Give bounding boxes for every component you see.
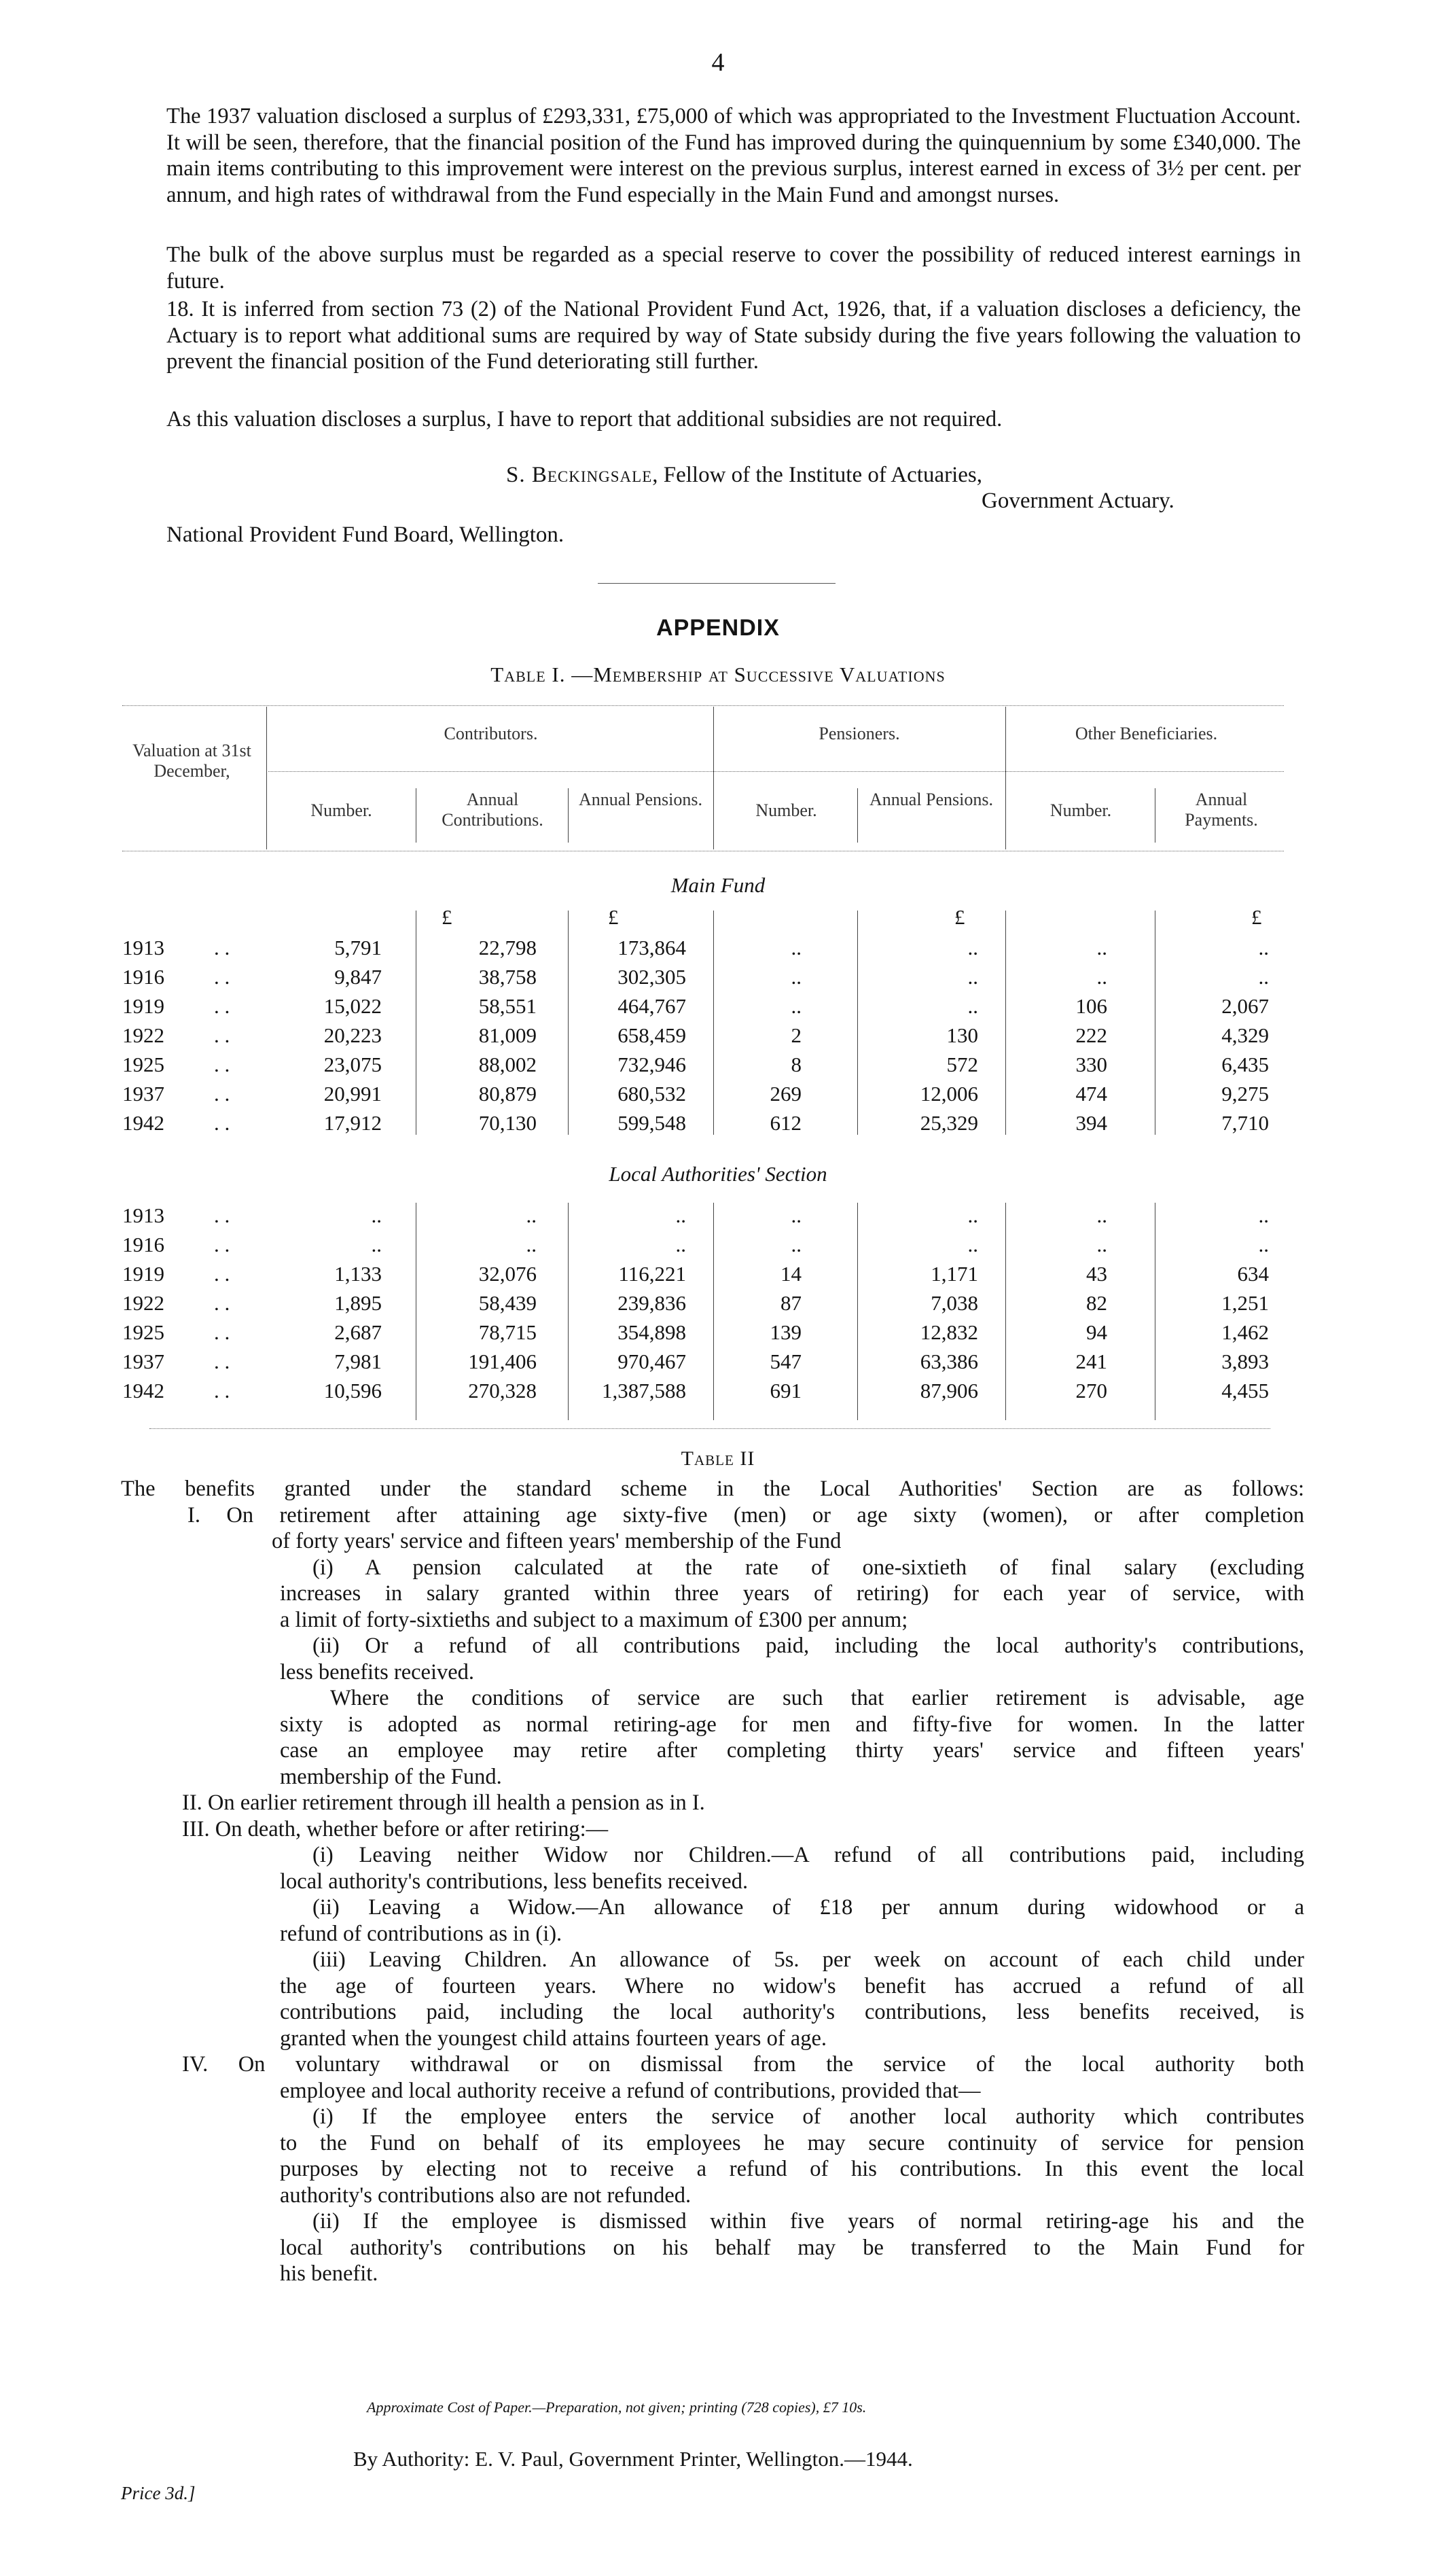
- cell-o-pay: 1,462: [1221, 1320, 1269, 1344]
- row-year: 1913: [122, 936, 164, 959]
- header-annual-payments: Annual Payments.: [1185, 790, 1258, 830]
- cell-p-pens: 7,038: [931, 1291, 978, 1315]
- body-rule: [713, 1203, 714, 1420]
- paragraph-surplus: The 1937 valuation disclosed a surplus of £293,331, £75,000 of which was appropriated to the Investment Fluctuation Account. It will be seen, therefore, that the financial position of the Fund has improved during the quinquennium by some £340,000. The main items contributing to this improvement were interest on the previous surplus, interest earned in excess of 3½ per cent. per annum, and high rates of withdrawal from the Fund especially in the Main Fund and amongst nurses.: [166, 104, 1301, 207]
- table-bottom-rule: [149, 1428, 1270, 1429]
- table2-line: sixty is adopted as normal retiring-age for men and fifty-five for women. In the latter: [280, 1712, 1304, 1737]
- signatory-title: , Fellow of the Institute of Actuaries,: [652, 463, 982, 487]
- row-year: 1925: [122, 1320, 164, 1344]
- cell-c-num: 17,912: [323, 1111, 382, 1135]
- cell-c-contr: ..: [526, 1203, 537, 1227]
- cell-o-num: ..: [1096, 1203, 1107, 1227]
- cell-o-num: 222: [1075, 1023, 1107, 1047]
- row-leader-dots: . .: [214, 1203, 230, 1227]
- paragraph-section-18: 18. It is inferred from section 73 (2) of the National Provident Fund Act, 1926, that, if a valuation discloses a deficiency, the Actuary is to report what additional sums are required by way of State subsidy during the five years following the valuation to prevent the financial position of the Fund deteriorating still further.: [166, 297, 1301, 374]
- cell-p-num: ..: [791, 994, 802, 1018]
- cell-p-num: ..: [791, 1233, 802, 1256]
- table2-line: II. On earlier retirement through ill health a pension as in I.: [182, 1790, 705, 1815]
- cell-p-pens: ..: [967, 1233, 978, 1256]
- row-year: 1913: [122, 1203, 164, 1227]
- cell-c-contr: 38,758: [478, 965, 537, 989]
- table-top-rule: [122, 705, 1284, 706]
- row-leader-dots: . .: [214, 994, 230, 1018]
- cell-o-num: ..: [1096, 936, 1107, 959]
- cell-c-contr: 88,002: [478, 1053, 537, 1076]
- appendix-heading: APPENDIX: [656, 615, 780, 641]
- cell-c-pens: ..: [675, 1233, 686, 1256]
- cell-c-contr: 22,798: [478, 936, 537, 959]
- table1-title: Table I. —Membership at Successive Valuations: [490, 663, 946, 686]
- body-rule: [857, 1203, 858, 1420]
- cell-o-pay: 9,275: [1221, 1082, 1269, 1106]
- header-contrib-annual-pensions: Annual Pensions.: [579, 790, 702, 809]
- signatory-name: S. Beckingsale: [506, 463, 653, 487]
- cell-p-pens: 1,171: [931, 1262, 978, 1286]
- cell-c-pens: 116,221: [618, 1262, 686, 1286]
- cell-p-pens: 12,006: [920, 1082, 978, 1106]
- table2-line: purposes by electing not to receive a refund of his contributions. In this event the local: [280, 2157, 1304, 2181]
- cell-p-pens: ..: [967, 1203, 978, 1227]
- cell-c-pens: 302,305: [617, 965, 686, 989]
- paragraph-reserve: The bulk of the above surplus must be regarded as a special reserve to cover the possibility of reduced interest earnings in future.: [166, 243, 1301, 294]
- cell-p-num: 2: [791, 1023, 802, 1047]
- cell-c-num: 2,687: [334, 1320, 382, 1344]
- cell-c-pens: 1,387,588: [602, 1379, 686, 1402]
- table2-line: (i) Leaving neither Widow nor Children.—A refund of all contributions paid, including: [312, 1843, 1304, 1867]
- cell-c-num: 20,991: [323, 1082, 382, 1106]
- col-divider: [568, 788, 569, 843]
- row-year: 1925: [122, 1053, 164, 1076]
- col-divider: [266, 707, 267, 849]
- header-contributors: Contributors.: [444, 724, 538, 743]
- cell-c-contr: 32,076: [478, 1262, 537, 1286]
- header-other-number: Number.: [1049, 800, 1112, 820]
- cell-c-pens: 354,898: [617, 1320, 686, 1344]
- cell-c-num: 23,075: [323, 1053, 382, 1076]
- table2-line: III. On death, whether before or after retiring:—: [182, 1816, 609, 1841]
- cell-p-pens: 25,329: [920, 1111, 978, 1135]
- row-leader-dots: . .: [214, 1053, 230, 1076]
- row-year: 1919: [122, 994, 164, 1018]
- table2-line: I. On retirement after attaining age sixty-five (men) or age sixty (women), or after completion: [187, 1502, 1304, 1528]
- cell-p-num: ..: [791, 936, 802, 959]
- body-rule: [568, 1203, 569, 1420]
- cell-c-num: 5,791: [334, 936, 382, 959]
- cell-o-num: 474: [1075, 1082, 1107, 1106]
- cell-o-num: 43: [1086, 1262, 1107, 1286]
- cell-c-contr: 58,439: [478, 1291, 537, 1315]
- cell-p-num: 269: [770, 1082, 802, 1106]
- cell-c-num: 1,895: [334, 1291, 382, 1315]
- header-pens-number: Number.: [755, 800, 817, 820]
- table2-line: to the Fund on behalf of its employees he may secure continuity of service for pension: [280, 2130, 1304, 2155]
- cell-c-num: ..: [371, 1203, 382, 1227]
- cell-c-contr: ..: [526, 1233, 537, 1256]
- table2-line: local authority's contributions on his behalf may be transferred to the Main Fund for: [280, 2235, 1304, 2260]
- table2-title: Table II: [681, 1447, 755, 1470]
- cell-p-pens: 572: [946, 1053, 978, 1076]
- row-year: 1942: [122, 1111, 164, 1135]
- cell-c-num: 15,022: [323, 994, 382, 1018]
- table2-line: his benefit.: [280, 2261, 378, 2286]
- cell-o-pay: 634: [1237, 1262, 1269, 1286]
- cell-c-contr: 270,328: [468, 1379, 537, 1402]
- cell-p-pens: 130: [946, 1023, 978, 1047]
- pound-sign: £: [1251, 905, 1262, 929]
- cell-o-num: 270: [1075, 1379, 1107, 1402]
- table2-line: refund of contributions as in (i).: [280, 1921, 562, 1946]
- body-rule: [1005, 1203, 1006, 1420]
- col-divider: [857, 788, 858, 843]
- row-leader-dots: . .: [214, 1320, 230, 1344]
- row-year: 1937: [122, 1349, 164, 1373]
- header-pens-annual-pensions: Annual Pensions.: [869, 790, 993, 809]
- cell-c-num: ..: [371, 1233, 382, 1256]
- cell-c-pens: 464,767: [617, 994, 686, 1018]
- row-leader-dots: . .: [214, 1349, 230, 1373]
- table2-line: local authority's contributions, less benefits received.: [280, 1869, 749, 1894]
- cell-o-num: ..: [1096, 1233, 1107, 1256]
- cell-p-pens: 87,906: [920, 1379, 978, 1402]
- cell-p-pens: ..: [967, 965, 978, 989]
- cell-c-contr: 80,879: [478, 1082, 537, 1106]
- table2-line: (ii) Leaving a Widow.—An allowance of £18 per annum during widowhood or a: [312, 1895, 1304, 1920]
- cell-c-num: 9,847: [334, 965, 382, 989]
- paragraph-conclusion: As this valuation discloses a surplus, I have to report that additional subsidies are not required.: [166, 407, 1003, 431]
- cell-c-pens: 239,836: [617, 1291, 686, 1315]
- signature-line: [506, 462, 982, 488]
- cell-o-pay: ..: [1258, 1233, 1269, 1256]
- body-rule: [713, 911, 714, 1135]
- header-pensioners: Pensioners.: [819, 724, 900, 743]
- cell-p-num: 8: [791, 1053, 802, 1076]
- pound-sign: £: [608, 905, 619, 929]
- cell-c-pens: 599,548: [617, 1111, 686, 1135]
- cell-c-pens: 658,459: [617, 1023, 686, 1047]
- row-leader-dots: . .: [214, 965, 230, 989]
- section-main-fund: Main Fund: [670, 873, 766, 897]
- cell-c-num: 10,596: [323, 1379, 382, 1402]
- divider: [598, 583, 836, 584]
- cell-c-contr: 81,009: [478, 1023, 537, 1047]
- cell-o-pay: 2,067: [1221, 994, 1269, 1018]
- row-year: 1916: [122, 1233, 164, 1256]
- cell-p-num: 14: [780, 1262, 802, 1286]
- cell-p-num: 139: [770, 1320, 802, 1344]
- cell-o-pay: ..: [1258, 1203, 1269, 1227]
- row-leader-dots: . .: [214, 1233, 230, 1256]
- table2-line: (ii) If the employee is dismissed within five years of normal retiring-age his and the: [312, 2209, 1304, 2234]
- row-leader-dots: . .: [214, 1379, 230, 1402]
- table2-line: (ii) Or a refund of all contributions paid, including the local authority's contributions,: [312, 1634, 1304, 1658]
- cell-o-num: 82: [1086, 1291, 1107, 1315]
- cell-o-pay: 6,435: [1221, 1053, 1269, 1076]
- table2-line: employee and local authority receive a refund of contributions, provided that—: [280, 2078, 981, 2103]
- row-year: 1942: [122, 1379, 164, 1402]
- cell-c-contr: 191,406: [468, 1349, 537, 1373]
- row-year: 1916: [122, 965, 164, 989]
- page-number: 4: [711, 48, 725, 77]
- body-rule: [1005, 911, 1006, 1135]
- table2-line: (i) A pension calculated at the rate of one-sixtieth of final salary (excluding: [312, 1555, 1304, 1580]
- pound-sign: £: [442, 905, 452, 929]
- cell-o-num: 106: [1075, 994, 1107, 1018]
- cell-o-num: 94: [1086, 1320, 1107, 1344]
- cell-o-pay: ..: [1258, 965, 1269, 989]
- cell-c-pens: 680,532: [617, 1082, 686, 1106]
- authority-line: By Authority: E. V. Paul, Government Printer, Wellington.—1944.: [353, 2447, 913, 2471]
- cell-p-pens: ..: [967, 994, 978, 1018]
- cell-p-num: ..: [791, 1203, 802, 1227]
- cell-p-pens: 12,832: [920, 1320, 978, 1344]
- row-leader-dots: . .: [214, 1082, 230, 1106]
- row-leader-dots: . .: [214, 1262, 230, 1286]
- row-year: 1922: [122, 1023, 164, 1047]
- cell-c-pens: 970,467: [617, 1349, 686, 1373]
- cell-o-pay: ..: [1258, 936, 1269, 959]
- section-local-authorities: Local Authorities' Section: [609, 1162, 827, 1186]
- row-leader-dots: . .: [214, 1291, 230, 1315]
- cell-o-pay: 1,251: [1221, 1291, 1269, 1315]
- cell-o-pay: 4,329: [1221, 1023, 1269, 1047]
- cell-o-num: ..: [1096, 965, 1107, 989]
- header-valuation: Valuation at 31st December,: [132, 741, 251, 781]
- price-note: Price 3d.]: [121, 2483, 196, 2503]
- table2-line: increases in salary granted within three years of retiring) for each year of service, with: [280, 1581, 1304, 1606]
- pound-sign: £: [954, 905, 965, 929]
- header-annual-contributions: Annual Contributions.: [442, 790, 543, 830]
- col-divider: [713, 707, 714, 849]
- cell-p-pens: ..: [967, 936, 978, 959]
- cell-p-num: 87: [780, 1291, 802, 1315]
- row-leader-dots: . .: [214, 936, 230, 959]
- row-leader-dots: . .: [214, 1023, 230, 1047]
- table2-line: of forty years' service and fifteen years' membership of the Fund: [272, 1529, 842, 1553]
- table2-line: case an employee may retire after completing thirty years' service and fifteen years': [280, 1738, 1304, 1763]
- cell-c-num: 7,981: [334, 1349, 382, 1373]
- table2-line: Where the conditions of service are such that earlier retirement is advisable, age: [330, 1686, 1304, 1710]
- signatory-office: Government Actuary.: [982, 489, 1174, 513]
- cell-o-pay: 4,455: [1221, 1379, 1269, 1402]
- cell-p-num: 691: [770, 1379, 802, 1402]
- cell-o-num: 394: [1075, 1111, 1107, 1135]
- header-split-rule: [268, 771, 1284, 772]
- cell-c-num: 20,223: [323, 1023, 382, 1047]
- cell-c-contr: 70,130: [478, 1111, 537, 1135]
- table2-line: The benefits granted under the standard scheme in the Local Authorities' Section are as follows:: [121, 1477, 1304, 1501]
- table2-line: contributions paid, including the local authority's contributions, less benefits received, is: [280, 2000, 1304, 2024]
- header-contrib-number: Number.: [310, 800, 372, 820]
- cell-c-contr: 78,715: [478, 1320, 537, 1344]
- cell-p-num: 612: [770, 1111, 802, 1135]
- signature-place: National Provident Fund Board, Wellington.: [166, 523, 564, 547]
- table2-line: the age of fourteen years. Where no widow's benefit has accrued a refund of all: [280, 1973, 1304, 1998]
- cell-p-num: 547: [770, 1349, 802, 1373]
- row-year: 1922: [122, 1291, 164, 1315]
- cell-c-pens: 173,864: [617, 936, 686, 959]
- table2-line: IV. On voluntary withdrawal or on dismissal from the service of the local authority both: [182, 2052, 1304, 2077]
- cell-o-pay: 7,710: [1221, 1111, 1269, 1135]
- table2-line: granted when the youngest child attains fourteen years of age.: [280, 2026, 827, 2051]
- table2-line: membership of the Fund.: [280, 1764, 502, 1789]
- cell-o-pay: 3,893: [1221, 1349, 1269, 1373]
- cell-p-pens: 63,386: [920, 1349, 978, 1373]
- cell-c-contr: 58,551: [478, 994, 537, 1018]
- cell-o-num: 241: [1075, 1349, 1107, 1373]
- header-other-beneficiaries: Other Beneficiaries.: [1075, 724, 1218, 743]
- cell-p-num: ..: [791, 965, 802, 989]
- row-leader-dots: . .: [214, 1111, 230, 1135]
- col-divider: [1005, 707, 1006, 849]
- table2-line: a limit of forty-sixtieths and subject to a maximum of £300 per annum;: [280, 1607, 908, 1632]
- row-year: 1937: [122, 1082, 164, 1106]
- body-rule: [857, 911, 858, 1135]
- cell-c-pens: ..: [675, 1203, 686, 1227]
- table2-line: (i) If the employee enters the service of another local authority which contributes: [312, 2104, 1304, 2129]
- row-year: 1919: [122, 1262, 164, 1286]
- cell-o-num: 330: [1075, 1053, 1107, 1076]
- body-rule: [568, 911, 569, 1135]
- cell-c-num: 1,133: [334, 1262, 382, 1286]
- cell-c-pens: 732,946: [617, 1053, 686, 1076]
- table2-line: authority's contributions also are not refunded.: [280, 2183, 692, 2208]
- table2-line: less benefits received.: [280, 1659, 475, 1684]
- table2-line: (iii) Leaving Children. An allowance of 5s. per week on account of each child under: [312, 1947, 1304, 1972]
- cost-note: Approximate Cost of Paper.—Preparation, not given; printing (728 copies), £7 10s.: [367, 2399, 867, 2416]
